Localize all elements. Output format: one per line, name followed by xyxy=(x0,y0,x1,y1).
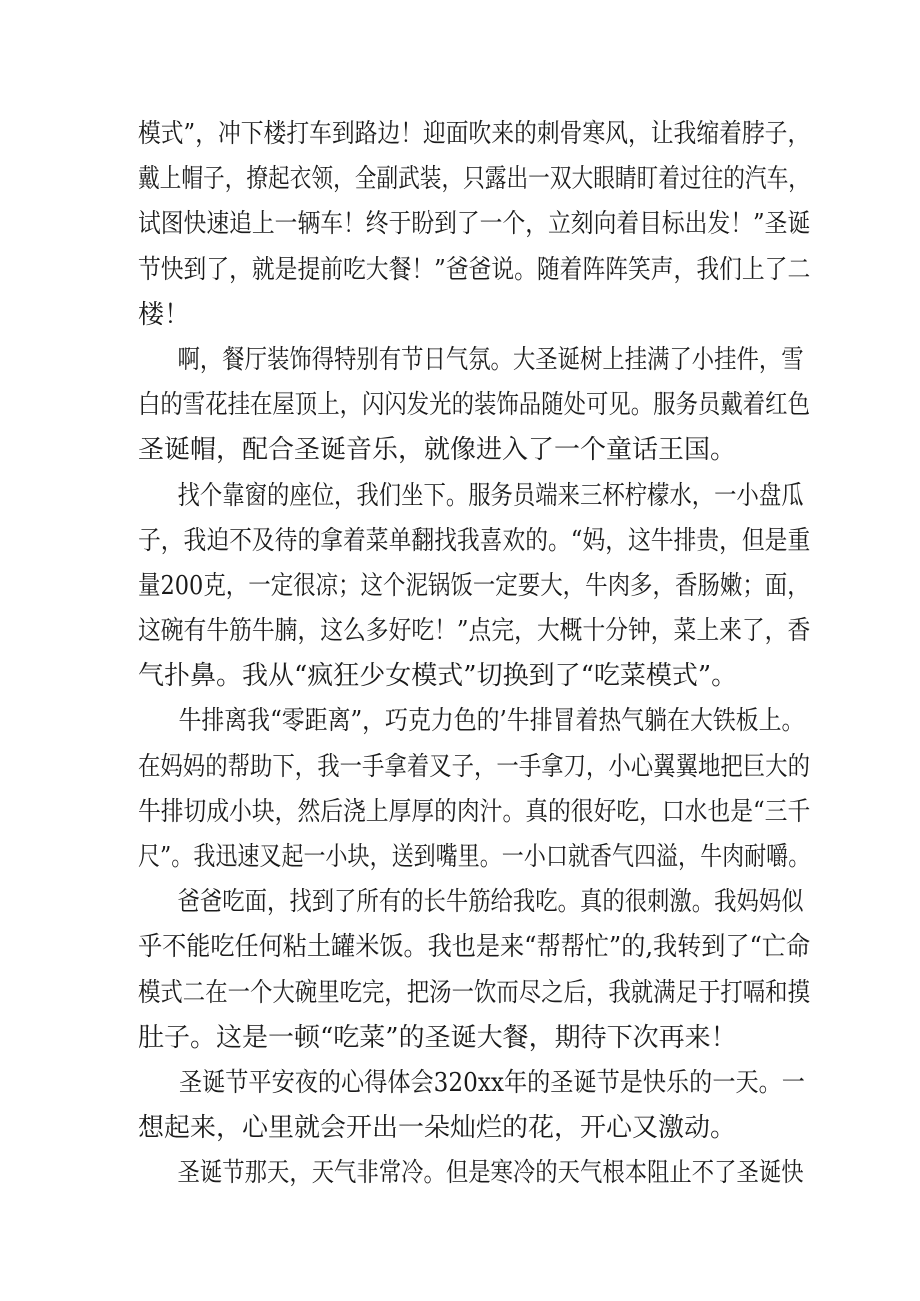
text-line: 气扑鼻。我从“疯狂少女模式”切换到了“吃菜模式”。 xyxy=(138,661,738,692)
text-line: 圣诞节平安夜的心得体会320xx年的圣诞节是快乐的一天。一 xyxy=(178,1067,805,1098)
text-line: 找个靠窗的座位，我们坐下。服务员端来三杯柠檬水，一小盘瓜 xyxy=(177,480,804,511)
text-line: 圣诞帽，配合圣诞音乐，就像进入了一个童话王国。 xyxy=(138,435,737,466)
text-line: 白的雪花挂在屋顶上，闪闪发光的装饰品随处可见。服务员戴着红色 xyxy=(138,390,810,421)
text-line: 想起来，心里就会开出一朵灿烂的花，开心又激动。 xyxy=(138,1113,737,1144)
text-line: 戴上帽子，撩起衣领，全副武装，只露出一双大眼睛盯着过往的汽车， xyxy=(138,164,810,195)
text-line: 节快到了，就是提前吃大餐！”爸爸说。随着阵阵笑声，我们上了二 xyxy=(138,254,811,285)
text-line: 牛排离我“零距离”，巧克力色的’牛排冒着热气躺在大铁板上。 xyxy=(178,706,805,737)
paragraph xyxy=(138,699,811,880)
text-line: 圣诞节那天，天气非常冷。但是寒冷的天气根本阻止不了圣诞快 xyxy=(177,1158,804,1189)
text-line: 爸爸吃面，找到了所有的长牛筋给我吃。真的很刺激。我妈妈似 xyxy=(177,887,804,918)
paragraph xyxy=(138,1061,808,1151)
paragraph xyxy=(138,338,808,474)
text-line: 试图快速追上一辆车！终于盼到了一个，立刻向着目标出发！”圣诞 xyxy=(138,209,811,240)
document-body xyxy=(138,112,811,1197)
text-line: 牛排切成小块，然后浇上厚厚的肉汁。真的很好吃，口水也是“三千 xyxy=(138,796,811,827)
paragraph xyxy=(138,1151,808,1196)
text-line: 量200克，一定很凉；这个泥锅饭一定要大，牛肉多，香肠嫩；面， xyxy=(138,570,810,601)
text-line: 子，我迫不及待的拿着菜单翻找我喜欢的。“妈，这牛排贵，但是重 xyxy=(138,525,811,556)
text-line: 乎不能吃任何粘土罐米饭。我也是来“帮帮忙”的,我转到了“亡命 xyxy=(138,932,811,963)
text-line: 这碗有牛筋牛腩，这么多好吃！”点完，大概十分钟，菜上来了，香 xyxy=(138,616,811,647)
paragraph xyxy=(138,474,811,700)
text-line: 模式”，冲下楼打车到路边！迎面吹来的刺骨寒风，让我缩着脖子， xyxy=(138,119,811,149)
text-line: 啊，餐厅装饰得特别有节日气氛。大圣诞树上挂满了小挂件，雪 xyxy=(177,344,804,375)
text-line: 楼！ xyxy=(138,299,191,330)
text-line: 肚子。这是一顿“吃菜”的圣诞大餐，期待下次再来！ xyxy=(138,1022,737,1053)
text-line: 在妈妈的帮助下，我一手拿着叉子，一手拿刀，小心翼翼地把巨大的 xyxy=(138,751,810,782)
text-line: 尺”。我迅速叉起一小块，送到嘴里。一小口就香气四溢，牛肉耐嚼。 xyxy=(138,842,811,872)
paragraph xyxy=(138,880,811,1061)
paragraph xyxy=(138,112,811,338)
text-line: 模式二在一个大碗里吃完，把汤一饮而尽之后，我就满足于打嗝和摸 xyxy=(138,977,810,1008)
